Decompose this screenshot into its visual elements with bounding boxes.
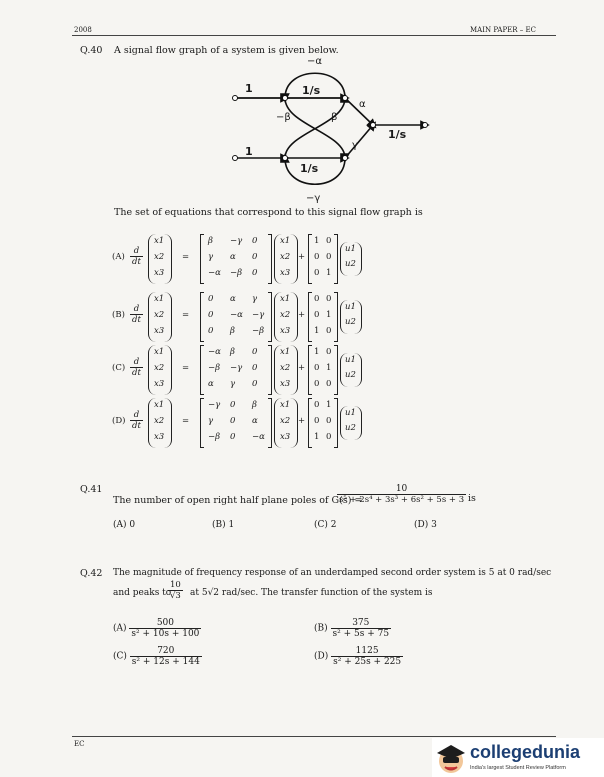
graph-right-gain: 1/s [388, 128, 407, 141]
b-entry: 1 [326, 400, 332, 410]
q42-number: Q.42 [80, 568, 103, 579]
option-label: (D) [112, 416, 126, 426]
b-entry: 0 [326, 379, 332, 389]
a-entry: 0 [252, 252, 258, 262]
q42-text1: The magnitude of frequency response of an underdamped second order system is 5 at 0 rad/sec [113, 568, 552, 578]
collegedunia-logo [432, 738, 604, 777]
b-entry: 0 [326, 252, 332, 262]
graph-beta: β [331, 112, 338, 123]
a-entry: α [230, 252, 236, 262]
q41-option-c: (C) 2 [314, 520, 337, 530]
a-entry: −γ [208, 400, 221, 410]
x-vector [148, 234, 172, 284]
x-entry: x3 [154, 326, 165, 336]
a-entry: −β [208, 363, 221, 373]
a-entry: 0 [208, 310, 214, 320]
x-vector [148, 398, 172, 448]
u-entry: u2 [345, 259, 356, 269]
logo-name: collegedunia [470, 742, 581, 762]
graph-input2: 1 [245, 145, 253, 158]
dt-text: dt [132, 257, 141, 267]
a-entry: α [230, 294, 236, 304]
equals: = [182, 252, 190, 262]
b-entry: 1 [326, 363, 332, 373]
ddt [130, 357, 143, 378]
plus: + [298, 416, 306, 426]
q42-peak-den: √3 [170, 591, 181, 601]
a-entry: −β [208, 432, 221, 442]
b-entry: 0 [326, 236, 332, 246]
a-entry: −α [230, 310, 243, 320]
b-entry: 0 [314, 416, 320, 426]
q40-text: A signal flow graph of a system is given below. [114, 45, 339, 56]
q42-c-den: s² + 12s + 144 [131, 657, 200, 667]
u-vector [340, 353, 362, 387]
q42-c-num: 720 [130, 646, 202, 657]
q40-option-b [112, 290, 372, 344]
a-entry: γ [208, 416, 214, 426]
x-entry: x2 [154, 252, 165, 262]
b-entry: 1 [326, 310, 332, 320]
b-matrix [308, 345, 338, 395]
q42-peak-num: 10 [170, 580, 181, 590]
u-vector [340, 300, 362, 334]
x-entry: x3 [154, 379, 165, 389]
q41-number: Q.41 [80, 484, 103, 495]
a-entry: −β [252, 326, 265, 336]
q42-d-num: 1125 [331, 646, 403, 657]
a-entry: γ [208, 252, 214, 262]
q40-option-a [112, 232, 372, 286]
d-text: d [130, 304, 143, 315]
b-entry: 0 [314, 268, 320, 278]
a-matrix [200, 234, 272, 284]
q42-peak-fraction [168, 580, 183, 601]
a-entry: −γ [230, 236, 243, 246]
q41-option-b: (B) 1 [212, 520, 235, 530]
a-entry: −α [208, 347, 221, 357]
q40-option-c [112, 343, 372, 397]
header-paper: MAIN PAPER – EC [470, 26, 536, 34]
b-entry: 1 [326, 268, 332, 278]
u-entry: u1 [345, 408, 356, 418]
q42-b-den: s² + 5s + 75 [332, 629, 390, 639]
b-entry: 0 [314, 400, 320, 410]
plus: + [298, 252, 306, 262]
q40-option-d [112, 396, 372, 450]
d-text: d [130, 410, 143, 421]
x-entry: x2 [280, 310, 291, 320]
x-entry: x3 [154, 268, 165, 278]
x-entry: x2 [280, 252, 291, 262]
b-entry: 0 [326, 347, 332, 357]
a-entry: 0 [252, 236, 258, 246]
graph-neg-gamma: −γ [306, 193, 321, 204]
q41-text: The number of open right half plane poles of G(s) = [113, 495, 363, 506]
x-entry: x3 [280, 326, 291, 336]
x-entry: x1 [280, 400, 291, 410]
q41-num: 10 [337, 484, 466, 495]
a-entry: 0 [230, 400, 236, 410]
q41-is: is [468, 493, 476, 504]
b-entry: 0 [326, 416, 332, 426]
b-entry: 1 [314, 326, 320, 336]
a-matrix [200, 345, 272, 395]
x-vector [274, 292, 298, 342]
q40-subtext: The set of equations that correspond to this signal flow graph is [114, 207, 423, 218]
b-entry: 1 [314, 347, 320, 357]
b-entry: 0 [314, 379, 320, 389]
x-entry: x1 [154, 236, 165, 246]
x-entry: x3 [280, 432, 291, 442]
q42-a-label: (A) [113, 623, 127, 634]
a-entry: −γ [252, 310, 265, 320]
u-entry: u1 [345, 355, 356, 365]
q42-text2b: at 5√2 rad/sec. The transfer function of the system is [190, 588, 433, 598]
dt-text: dt [132, 315, 141, 325]
d-text: d [130, 246, 143, 257]
signal-flow-graph [225, 55, 440, 205]
graph-bottom-gain: 1/s [300, 162, 319, 175]
graph-alpha: α [359, 99, 366, 110]
q42-b-label: (B) [314, 623, 328, 634]
x-vector [148, 345, 172, 395]
x-entry: x3 [280, 379, 291, 389]
logo-sub: India's largest Student Review Platform [470, 765, 566, 771]
q41-option-a: (A) 0 [113, 520, 136, 530]
x-entry: x3 [154, 432, 165, 442]
mascot-icon [434, 741, 468, 775]
b-entry: 0 [314, 294, 320, 304]
ddt [130, 304, 143, 325]
u-vector [340, 242, 362, 276]
b-entry: 0 [314, 363, 320, 373]
x-entry: x2 [280, 363, 291, 373]
q42-b-num: 375 [331, 618, 392, 629]
u-entry: u2 [345, 317, 356, 327]
option-label: (A) [112, 252, 125, 262]
u-entry: u1 [345, 244, 356, 254]
b-entry: 0 [326, 326, 332, 336]
x-entry: x1 [154, 347, 165, 357]
u-entry: u1 [345, 302, 356, 312]
a-entry: β [230, 326, 235, 336]
x-entry: x1 [154, 294, 165, 304]
graph-input1: 1 [245, 82, 253, 95]
header-year: 2008 [74, 26, 92, 34]
b-matrix [308, 398, 338, 448]
x-entry: x2 [280, 416, 291, 426]
ddt [130, 246, 143, 267]
dt-text: dt [132, 421, 141, 431]
x-vector [274, 398, 298, 448]
b-entry: 0 [314, 310, 320, 320]
graph-top-gain: 1/s [302, 84, 321, 97]
graph-neg-alpha: −α [307, 56, 322, 67]
footer-code: EC [74, 740, 85, 748]
b-matrix [308, 292, 338, 342]
a-entry: 0 [252, 347, 258, 357]
x-entry: x1 [280, 236, 291, 246]
a-entry: −β [230, 268, 243, 278]
a-matrix [200, 398, 272, 448]
x-entry: x2 [154, 310, 165, 320]
option-label: (C) [112, 363, 126, 373]
a-entry: α [208, 379, 214, 389]
x-vector [274, 345, 298, 395]
a-entry: 0 [230, 432, 236, 442]
a-entry: 0 [230, 416, 236, 426]
q42-option-b [314, 618, 391, 639]
q42-text2a: and peaks to [113, 588, 172, 598]
a-matrix [200, 292, 272, 342]
q42-option-d [314, 646, 403, 667]
x-entry: x2 [154, 416, 165, 426]
x-vector [274, 234, 298, 284]
q41-den: s⁵ + 2s⁴ + 3s³ + 6s² + 5s + 3 [339, 495, 465, 505]
header-divider [72, 35, 556, 36]
a-entry: β [252, 400, 257, 410]
dt-text: dt [132, 368, 141, 378]
x-entry: x1 [280, 347, 291, 357]
a-entry: −γ [230, 363, 243, 373]
q42-a-den: s² + 10s + 100 [131, 629, 200, 639]
x-vector [148, 292, 172, 342]
u-entry: u2 [345, 370, 356, 380]
a-entry: γ [230, 379, 236, 389]
q42-d-label: (D) [314, 651, 329, 662]
q41-fraction [337, 484, 466, 505]
footer-divider [72, 736, 556, 737]
a-entry: −α [208, 268, 221, 278]
q42-d-den: s² + 25s + 225 [333, 657, 402, 667]
u-entry: u2 [345, 423, 356, 433]
a-entry: β [208, 236, 213, 246]
b-matrix [308, 234, 338, 284]
a-entry: −α [252, 432, 265, 442]
b-entry: 0 [326, 432, 332, 442]
q42-a-num: 500 [129, 618, 201, 629]
ddt [130, 410, 143, 431]
a-entry: 0 [208, 294, 214, 304]
graph-neg-beta: −β [276, 112, 291, 123]
a-entry: 0 [252, 363, 258, 373]
a-entry: β [230, 347, 235, 357]
plus: + [298, 310, 306, 320]
a-entry: 0 [252, 268, 258, 278]
u-vector [340, 406, 362, 440]
a-entry: α [252, 416, 258, 426]
b-entry: 0 [314, 252, 320, 262]
b-entry: 1 [314, 236, 320, 246]
x-entry: x3 [280, 268, 291, 278]
d-text: d [130, 357, 143, 368]
q41-option-d: (D) 3 [414, 520, 437, 530]
equals: = [182, 310, 190, 320]
option-label: (B) [112, 310, 125, 320]
x-entry: x2 [154, 363, 165, 373]
graph-gamma: γ [352, 140, 358, 151]
b-entry: 1 [314, 432, 320, 442]
q42-c-label: (C) [113, 651, 127, 662]
a-entry: γ [252, 294, 258, 304]
plus: + [298, 363, 306, 373]
x-entry: x1 [280, 294, 291, 304]
q40-number: Q.40 [80, 45, 103, 56]
equals: = [182, 363, 190, 373]
x-entry: x1 [154, 400, 165, 410]
q42-option-c [113, 646, 202, 667]
equals: = [182, 416, 190, 426]
a-entry: 0 [208, 326, 214, 336]
b-entry: 0 [326, 294, 332, 304]
q42-option-a [113, 618, 201, 639]
a-entry: 0 [252, 379, 258, 389]
